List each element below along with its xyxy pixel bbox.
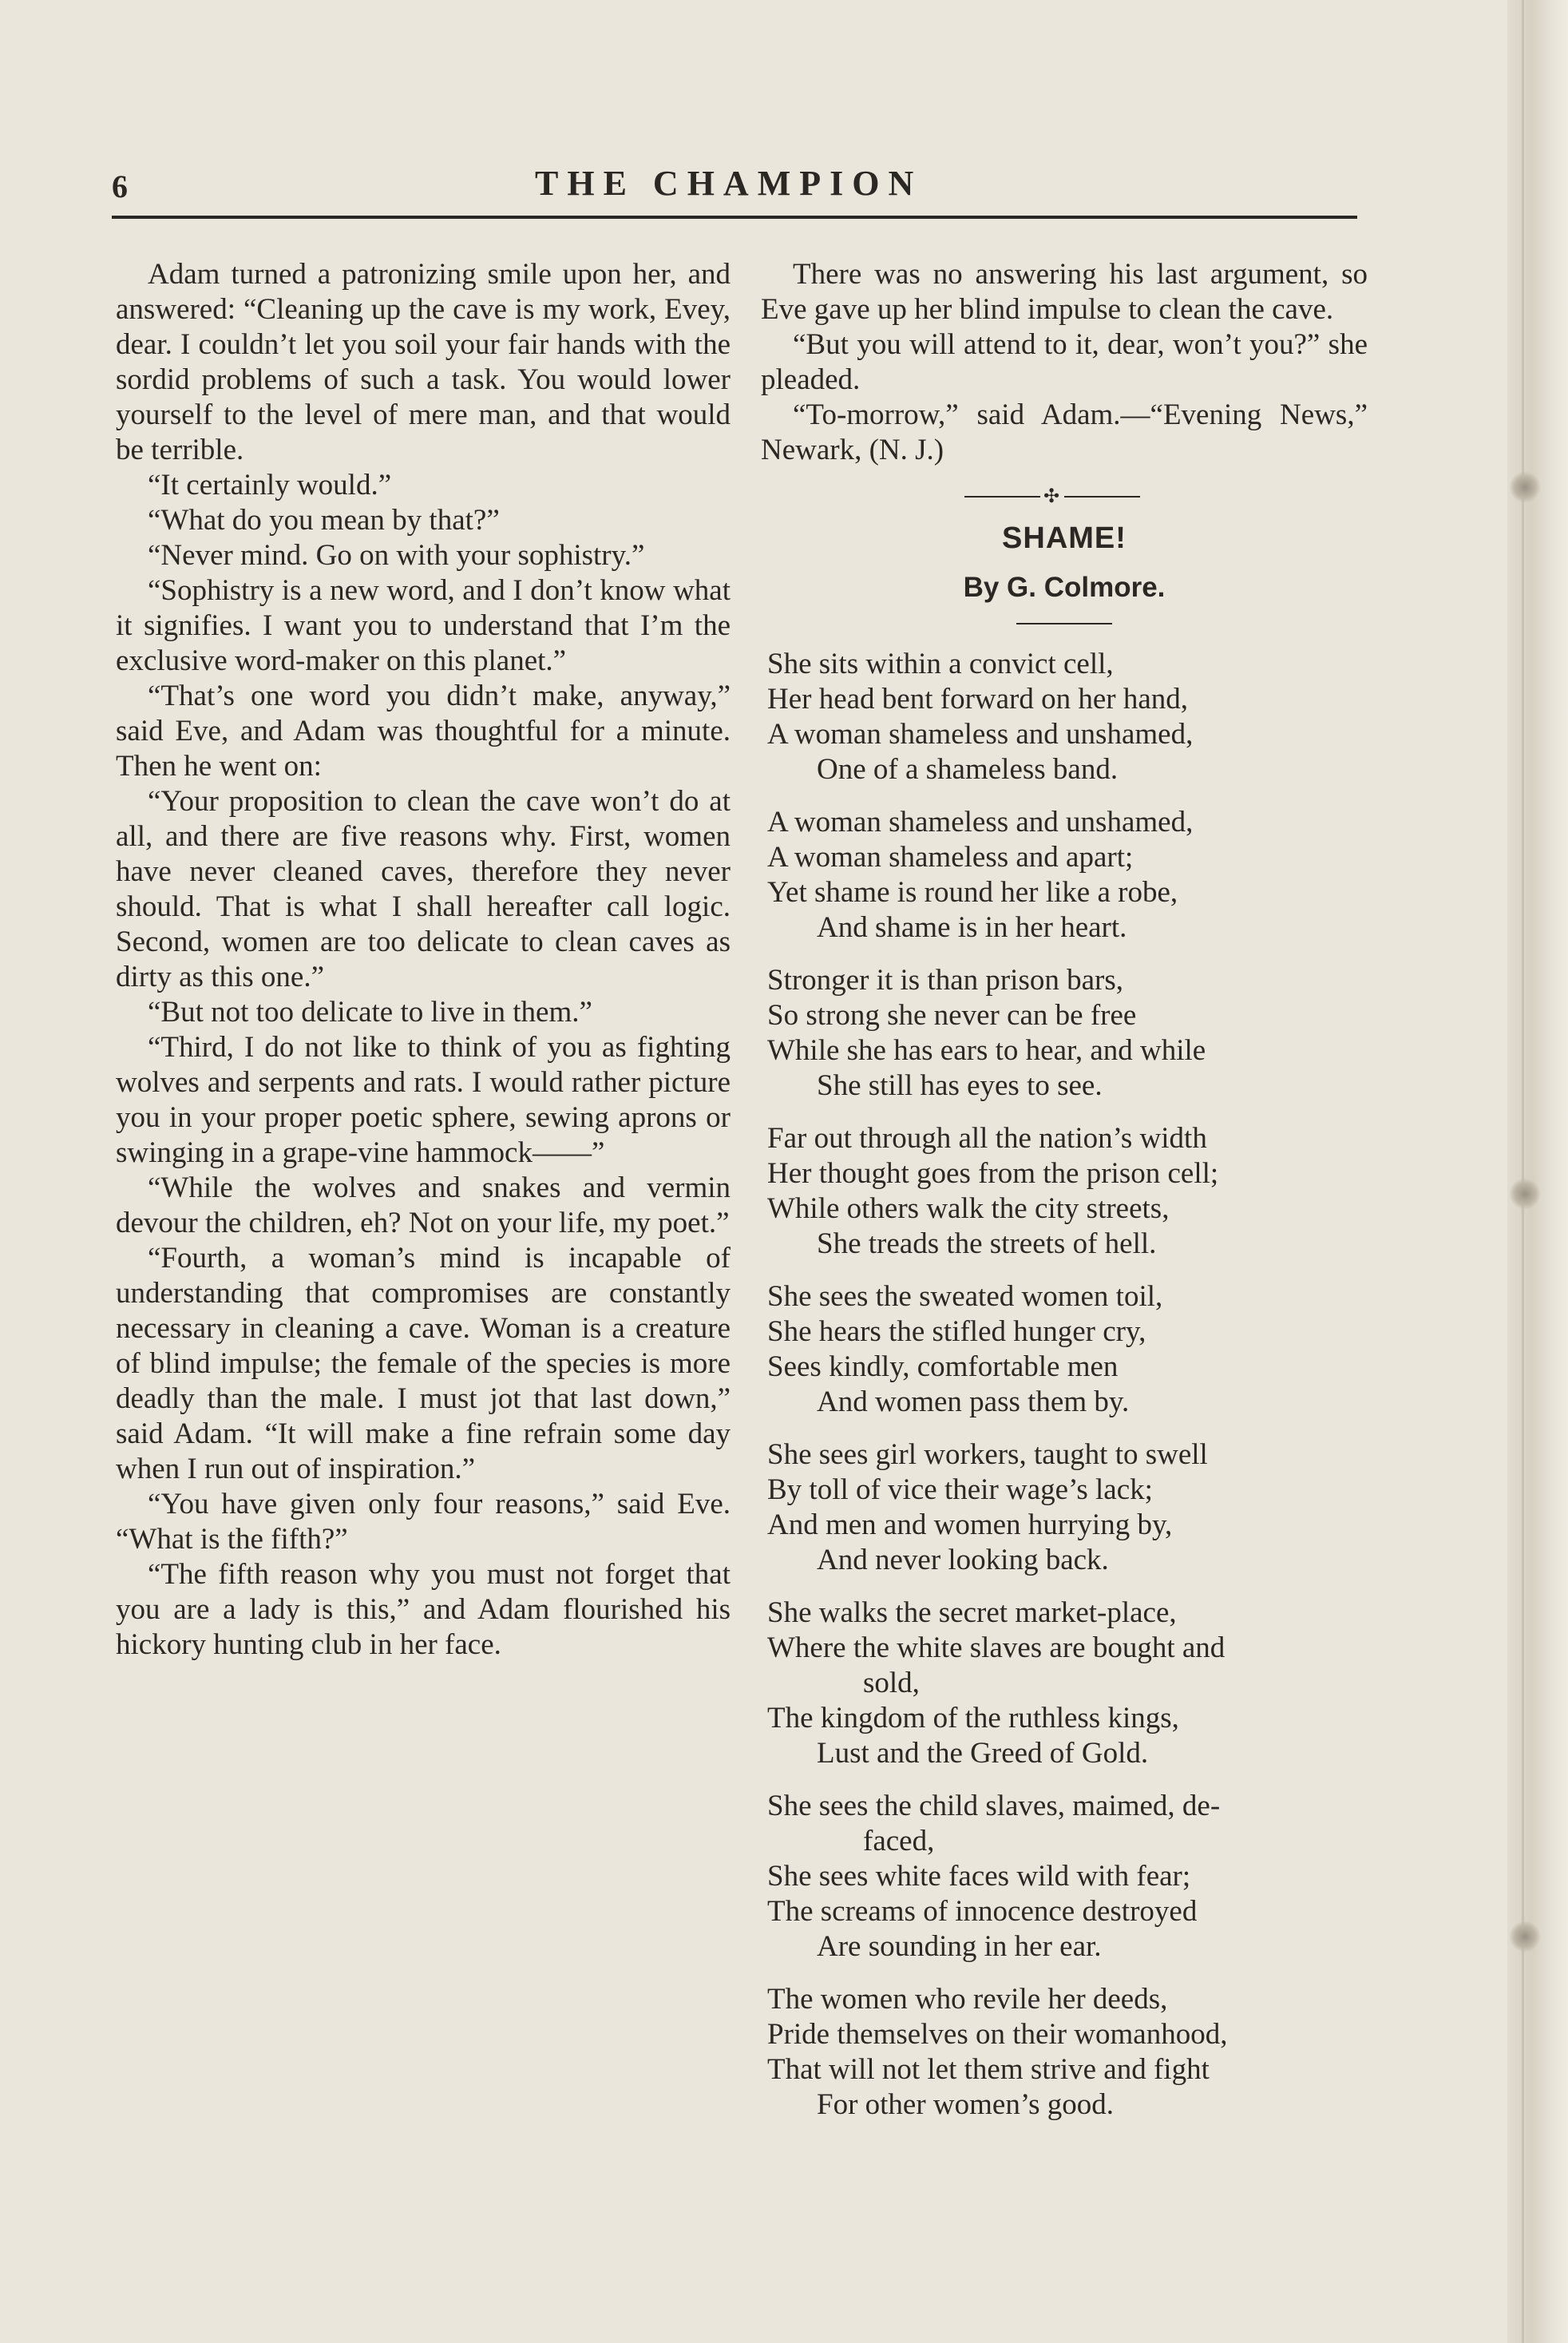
poem-line: A woman shameless and unshamed, <box>767 806 1194 838</box>
page-number: 6 <box>112 168 129 204</box>
poem-line: A woman shameless and unshamed, <box>767 718 1194 751</box>
poem-line: She sees the sweated women toil, <box>767 1280 1163 1313</box>
divider-rule <box>1064 496 1140 498</box>
poem-line: And shame is in her heart. <box>817 911 1127 944</box>
article-paragraph: “While the wolves and snakes and vermin devour the children, eh? Not on your life, my poet.” <box>116 1172 731 1239</box>
poem-byline: By G. Colmore. <box>963 572 1166 603</box>
poem-line: She hears the stifled hunger cry, <box>767 1315 1146 1348</box>
section-divider <box>964 486 1140 507</box>
poem-line: The kingdom of the ruthless kings, <box>767 1702 1179 1734</box>
poem-stanza <box>767 1789 1368 1964</box>
page-header <box>112 160 1357 208</box>
poem-line: Far out through all the nation’s width <box>767 1122 1207 1155</box>
poem-line: While she has ears to hear, and while <box>767 1034 1206 1067</box>
poem-stanza <box>767 805 1368 946</box>
poem-stanza <box>767 963 1368 1104</box>
binding-mark <box>1509 1921 1541 1952</box>
poem-stanza <box>767 1437 1368 1578</box>
article-paragraph: “Fourth, a woman’s mind is incapable of understanding that compromises are constantly necessary in cleaning a cave. Woman is a creature of blind impulse; the female of the species is more deadly than the male. I must jot that last down,” said Adam. “It will make a fine refrain some day when I run out of inspiration.” <box>116 1242 731 1485</box>
left-column <box>116 257 731 1663</box>
poem-line: She sees white faces wild with fear; <box>767 1860 1191 1893</box>
poem-line: She sees girl workers, taught to swell <box>767 1438 1208 1471</box>
article-paragraph: “That’s one word you didn’t make, anyway,” said Eve, and Adam was thoughtful for a minute. Then he went on: <box>116 680 731 783</box>
poem-line: Pride themselves on their womanhood, <box>767 2018 1228 2051</box>
right-column <box>761 257 1368 2123</box>
poem-stanza <box>767 1982 1368 2123</box>
poem-line: Her thought goes from the prison cell; <box>767 1157 1219 1190</box>
article-paragraph: “The fifth reason why you must not forget that you are a lady is this,” and Adam flourished his hickory hunting club in her face. <box>116 1558 731 1661</box>
poem-line: Are sounding in her ear. <box>817 1930 1102 1963</box>
ornament-icon: ✣ <box>1043 486 1060 507</box>
poem-stanza <box>767 1596 1368 1771</box>
poem-line: For other women’s good. <box>817 2088 1115 2121</box>
poem-line: And men and women hurrying by, <box>767 1508 1173 1541</box>
poem-line: sold, <box>863 1667 920 1699</box>
poem-body <box>761 647 1368 2123</box>
poem-line: Lust and the Greed of Gold. <box>817 1737 1149 1770</box>
poem-line: By toll of vice their wage’s lack; <box>767 1473 1153 1506</box>
article-paragraph: “Third, I do not like to think of you as fighting wolves and serpents and rats. I would rather picture you in your proper poetic sphere, sewing aprons or swinging in a grape-vine hammock——” <box>116 1031 731 1169</box>
page-edge-line <box>1522 0 1524 2343</box>
article-paragraph: “Never mind. Go on with your sophistry.” <box>148 539 645 572</box>
poem-line: She sits within a convict cell, <box>767 648 1114 680</box>
article-paragraph: “Sophistry is a new word, and I don’t know what it signifies. I want you to understand that I’m the exclusive word-maker on this planet.” <box>116 574 731 677</box>
poem-stanza <box>767 1279 1368 1420</box>
divider-rule <box>964 496 1040 498</box>
header-rule <box>112 216 1357 219</box>
journal-title: THE CHAMPION <box>535 164 923 203</box>
poem-line: One of a shameless band. <box>817 753 1119 786</box>
poem-line: She sees the child slaves, maimed, de- <box>767 1790 1221 1822</box>
article-paragraph: “It certainly would.” <box>148 469 392 502</box>
poem-line: She still has eyes to see. <box>817 1069 1103 1102</box>
poem-title: SHAME! <box>1002 521 1127 555</box>
poem-line: The screams of innocence destroyed <box>767 1895 1198 1928</box>
poem-line: Stronger it is than prison bars, <box>767 964 1124 997</box>
binding-mark <box>1509 471 1541 503</box>
poem-stanza <box>767 647 1368 787</box>
page-edge <box>1507 0 1568 2343</box>
article-paragraph: “You have given only four reasons,” said Eve. “What is the fifth?” <box>116 1488 731 1556</box>
poem-line: The women who revile her deeds, <box>767 1983 1168 2016</box>
article-paragraph: “But not too delicate to live in them.” <box>148 996 592 1029</box>
poem-stanza <box>767 1121 1368 1262</box>
poem-line: faced, <box>863 1825 935 1857</box>
article-paragraph: “What do you mean by that?” <box>148 504 500 537</box>
poem-line: She walks the secret market-place, <box>767 1596 1177 1629</box>
byline-rule <box>1016 623 1112 624</box>
poem-line: She treads the streets of hell. <box>817 1227 1157 1260</box>
poem-line: That will not let them strive and fight <box>767 2053 1210 2086</box>
poem-line: Her head bent forward on her hand, <box>767 683 1189 716</box>
poem-line: So strong she never can be free <box>767 999 1137 1032</box>
binding-mark <box>1509 1178 1541 1210</box>
poem-line: Yet shame is round her like a robe, <box>767 876 1178 909</box>
article-paragraph: “Your proposition to clean the cave won’t do at all, and there are five reasons why. First, women have never cleaned caves, therefore they never should. That is what I shall hereafter call logic. Second, women are too delicate to clean caves as dirty as this one.” <box>116 785 731 993</box>
article-paragraph: There was no answering his last argument, so Eve gave up her blind impulse to clean the cave. <box>761 258 1368 326</box>
article-paragraph: “But you will attend to it, dear, won’t you?” she pleaded. <box>761 328 1368 396</box>
poem-line: Sees kindly, comfortable men <box>767 1350 1119 1383</box>
poem-line: A woman shameless and apart; <box>767 841 1134 874</box>
page-edge-line <box>1531 0 1533 2343</box>
poem-line: Where the white slaves are bought and <box>767 1631 1225 1664</box>
poem-line: While others walk the city streets, <box>767 1192 1170 1225</box>
article-paragraph: Adam turned a patronizing smile upon her, and answered: “Cleaning up the cave is my work, Evey, dear. I couldn’t let you soil your fair hands with the sordid problems of such a task. You would lower yourself to the level of mere man, and that would be terrible. <box>116 258 731 466</box>
poem-line: And never looking back. <box>817 1544 1109 1576</box>
article-paragraph: “To-morrow,” said Adam.—“Evening News,” Newark, (N. J.) <box>761 398 1368 466</box>
poem-line: And women pass them by. <box>817 1386 1130 1418</box>
